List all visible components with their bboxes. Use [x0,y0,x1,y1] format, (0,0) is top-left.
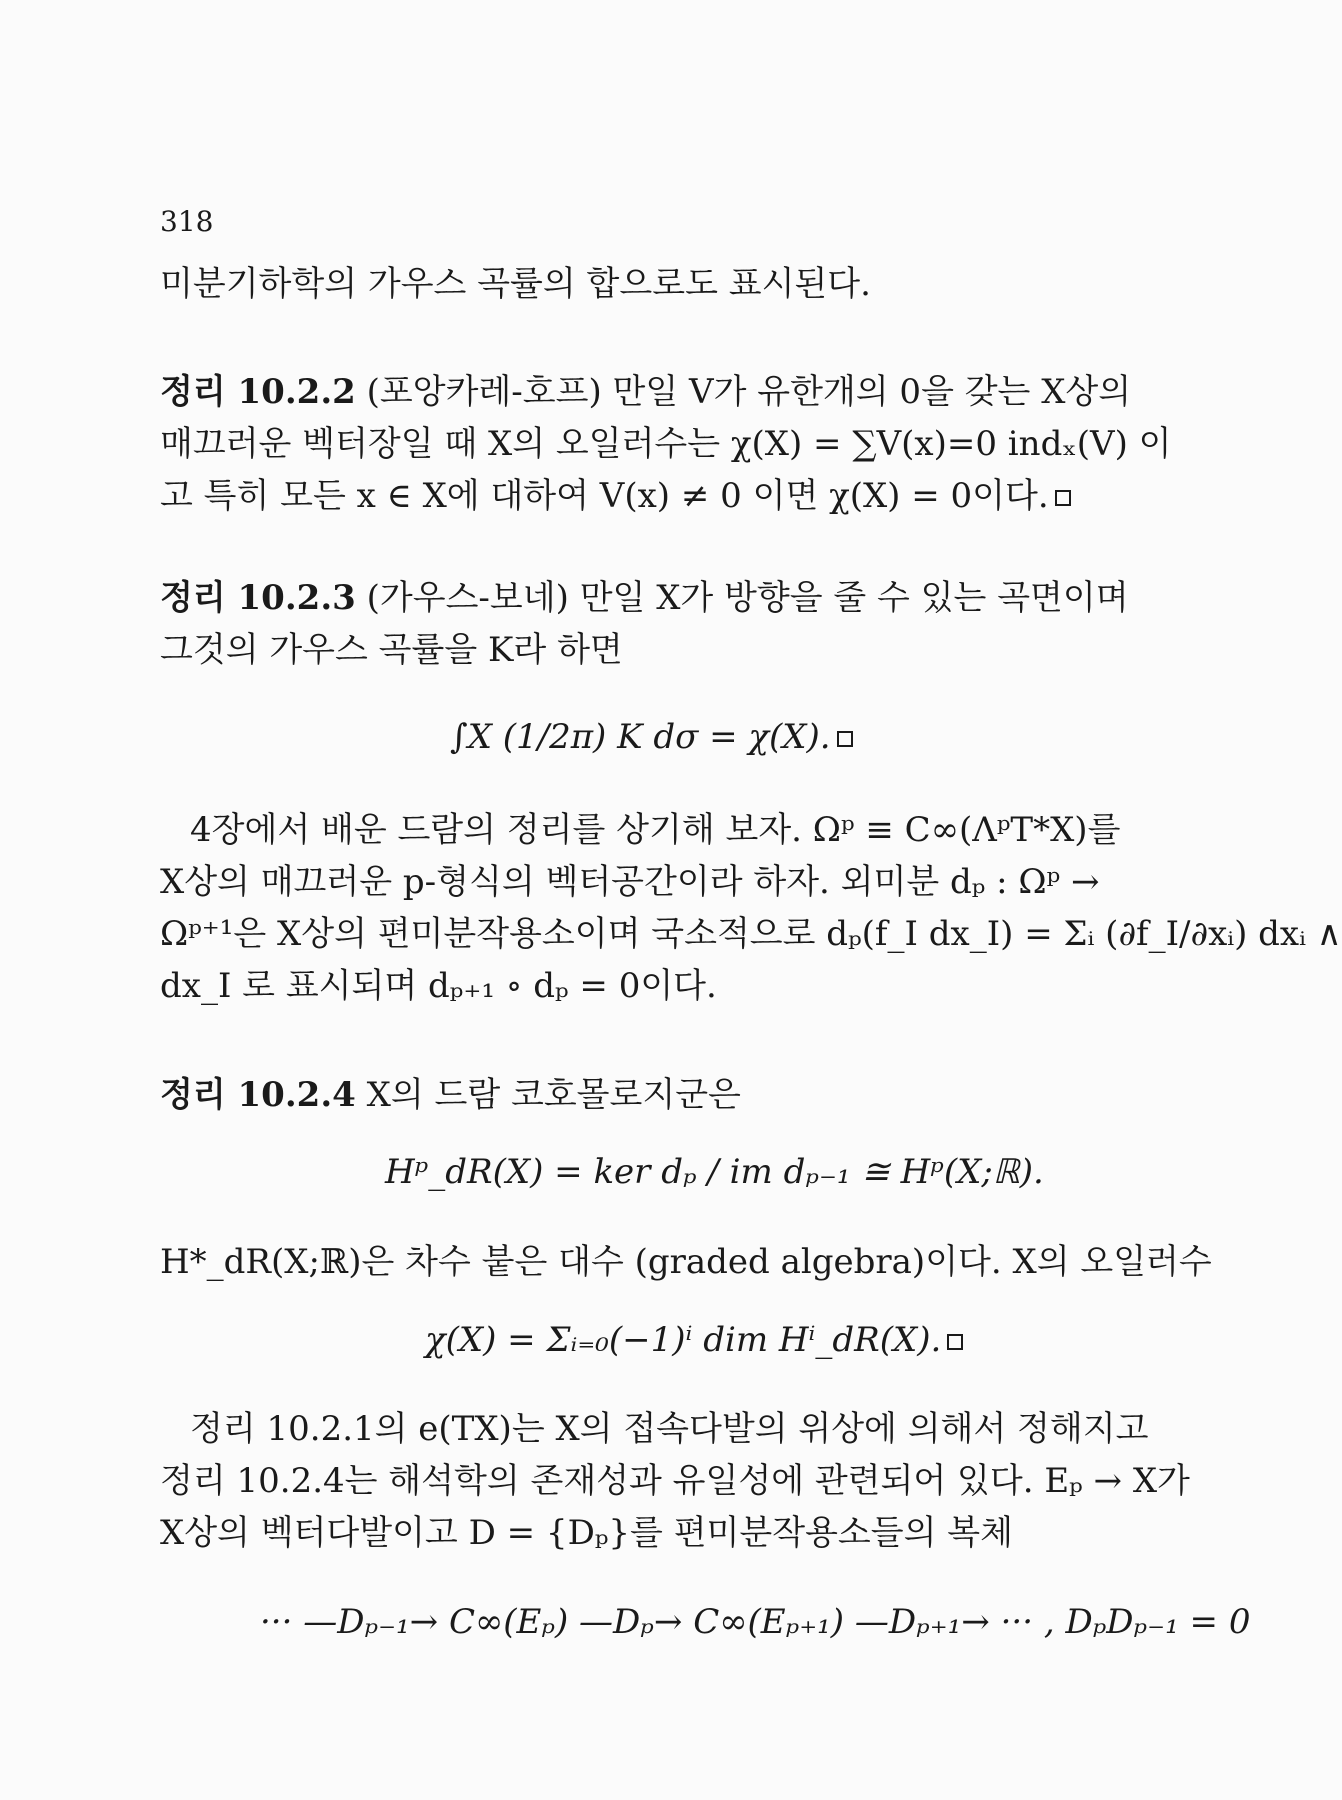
theorem-10-2-3-line1 [160,576,1129,620]
qed-symbol [837,731,853,747]
theorem-text: 만일 X가 방향을 줄 수 있는 곡면이며 [579,578,1129,618]
theorem-title: (가우스-보네) [366,578,569,618]
qed-symbol [1055,490,1071,506]
closing-line1: 정리 10.2.1의 e(TX)는 X의 접속다발의 위상에 의해서 정해지고 [190,1409,1149,1449]
derham-line4: dx_I 로 표시되며 dₚ₊₁ ∘ dₚ = 0이다. [160,966,717,1006]
elliptic-complex-formula: ··· —Dₚ₋₁→ C∞(Eₚ) —Dₚ→ C∞(Eₚ₊₁) —Dₚ₊₁→ ··· , DₚDₚ₋₁ = 0 [260,1602,1251,1642]
intro-line: 미분기하학의 가우스 곡률의 합으로도 표시된다. [160,264,871,304]
gauss-bonnet-formula [450,715,853,759]
closing-line3: X상의 벡터다발이고 D = {Dₚ}를 편미분작용소들의 복체 [160,1513,1013,1553]
theorem-label: 정리 10.2.3 [160,578,356,618]
qed-symbol [947,1334,963,1350]
theorem-10-2-2-line3 [160,474,1071,518]
de-rham-cohomology-formula: Hᵖ_dR(X) = ker dₚ / im dₚ₋₁ ≅ Hᵖ(X;ℝ). [385,1152,1044,1192]
derham-line3: Ωᵖ⁺¹은 X상의 편미분작용소이며 국소적으로 dₚ(f_I dx_I) = Σᵢ (∂f_I/∂xᵢ) dxᵢ ∧ [160,914,1342,954]
closing-line2: 정리 10.2.4는 해석학의 존재성과 유일성에 관련되어 있다. Eₚ → X가 [160,1461,1190,1501]
theorem-10-2-3-line2: 그것의 가우스 곡률을 K라 하면 [160,630,623,670]
theorem-10-2-2-line1 [160,370,1131,414]
derham-line2: X상의 매끄러운 p-형식의 벡터공간이라 하자. 외미분 dₚ : Ωᵖ → [160,862,1100,902]
theorem-10-2-4-line1 [160,1073,741,1117]
graded-algebra-line: H*_dR(X;ℝ)은 차수 붙은 대수 (graded algebra)이다. X의 오일러수 [160,1242,1212,1282]
theorem-10-2-2-line2: 매끄러운 벡터장일 때 X의 오일러수는 χ(X) = ∑V(x)=0 indₓ(V) 이 [160,424,1172,464]
page-number: 318 [160,205,214,238]
theorem-text: X의 드람 코호몰로지군은 [366,1075,741,1115]
theorem-title: (포앙카레-호프) [366,372,602,412]
formula-text: χ(X) = Σᵢ₌₀(−1)ⁱ dim Hⁱ_dR(X). [425,1320,942,1360]
derham-line1: 4장에서 배운 드람의 정리를 상기해 보자. Ωᵖ ≡ C∞(ΛᵖT*X)를 [190,810,1121,850]
theorem-label: 정리 10.2.4 [160,1075,356,1115]
formula-text: ∫X (1/2π) K dσ = χ(X). [450,717,831,757]
theorem-text: 만일 V가 유한개의 0을 갖는 X상의 [612,372,1132,412]
theorem-label: 정리 10.2.2 [160,372,356,412]
theorem-text: 고 특히 모든 x ∈ X에 대하여 V(x) ≠ 0 이면 χ(X) = 0이다. [160,476,1049,516]
euler-characteristic-formula [425,1318,963,1362]
